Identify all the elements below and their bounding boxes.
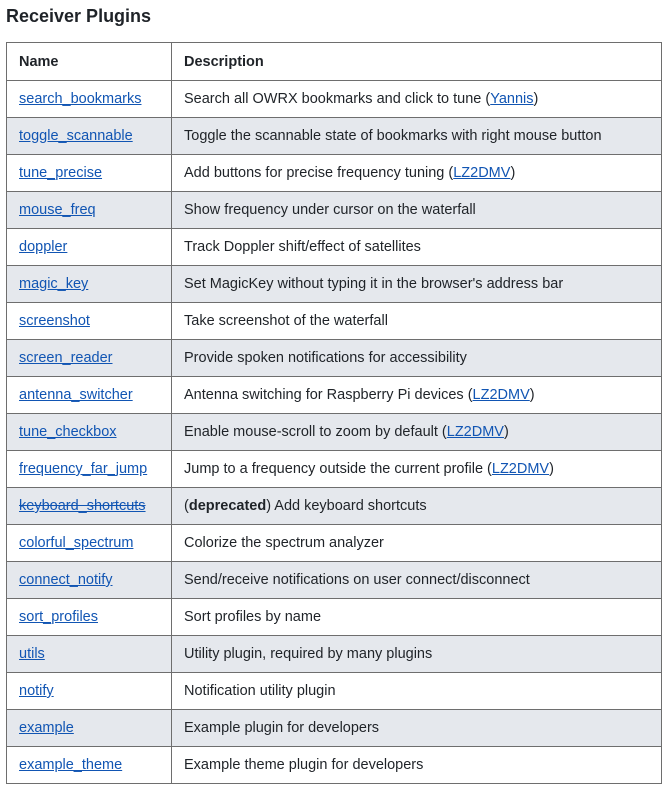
table-row bbox=[7, 747, 662, 784]
table-row bbox=[7, 414, 662, 451]
plugin-name-cell bbox=[7, 414, 172, 451]
table-row bbox=[7, 488, 662, 525]
description-text: ) Add keyboard shortcuts bbox=[266, 498, 427, 514]
description-suffix: ) bbox=[529, 387, 535, 403]
plugin-name-cell bbox=[7, 340, 172, 377]
description-text: Enable mouse-scroll to zoom by default ( bbox=[184, 424, 447, 440]
description-text: Utility plugin, required by many plugins bbox=[184, 646, 433, 662]
plugin-name-cell bbox=[7, 488, 172, 525]
plugin-description-cell bbox=[172, 562, 662, 599]
plugin-description-cell bbox=[172, 340, 662, 377]
section-heading: Receiver Plugins bbox=[6, 6, 152, 26]
header-row bbox=[7, 43, 662, 81]
plugin-name-cell bbox=[7, 673, 172, 710]
plugin-link[interactable]: example_theme bbox=[19, 757, 123, 773]
plugin-description-cell bbox=[172, 414, 662, 451]
table-row bbox=[7, 710, 662, 747]
description-text: Example plugin for developers bbox=[184, 720, 380, 736]
plugin-link[interactable]: doppler bbox=[19, 239, 68, 255]
plugin-name-cell bbox=[7, 599, 172, 636]
table-row bbox=[7, 118, 662, 155]
table-row bbox=[7, 229, 662, 266]
plugin-description-cell bbox=[172, 192, 662, 229]
plugin-description-cell bbox=[172, 636, 662, 673]
description-text: Search all OWRX bookmarks and click to tune ( bbox=[184, 91, 491, 107]
plugin-link[interactable]: search_bookmarks bbox=[19, 91, 142, 107]
plugin-link[interactable]: screenshot bbox=[19, 313, 90, 329]
plugin-description-cell bbox=[172, 266, 662, 303]
description-text: Send/receive notifications on user connect/disconnect bbox=[184, 572, 530, 588]
table-row bbox=[7, 673, 662, 710]
plugin-name-cell bbox=[7, 118, 172, 155]
plugin-description-cell bbox=[172, 488, 662, 525]
plugin-link[interactable]: toggle_scannable bbox=[19, 128, 133, 144]
plugin-link[interactable]: mouse_freq bbox=[19, 202, 96, 218]
plugin-description-cell bbox=[172, 599, 662, 636]
plugin-link[interactable]: tune_precise bbox=[19, 165, 103, 181]
table-row bbox=[7, 340, 662, 377]
plugin-description-cell bbox=[172, 155, 662, 192]
plugin-link[interactable]: magic_key bbox=[19, 276, 89, 292]
table-row bbox=[7, 562, 662, 599]
table-row bbox=[7, 81, 662, 118]
description-text: Sort profiles by name bbox=[184, 609, 322, 625]
table-row bbox=[7, 303, 662, 340]
description-suffix: ) bbox=[533, 91, 539, 107]
description-text: Example theme plugin for developers bbox=[184, 757, 424, 773]
author-link[interactable]: Yannis bbox=[490, 91, 534, 107]
plugin-name-cell bbox=[7, 451, 172, 488]
plugin-name-cell bbox=[7, 747, 172, 784]
plugin-link[interactable]: tune_checkbox bbox=[19, 424, 117, 440]
plugin-description-cell bbox=[172, 451, 662, 488]
table-header bbox=[7, 43, 662, 81]
table-row bbox=[7, 266, 662, 303]
author-link[interactable]: LZ2DMV bbox=[446, 424, 504, 440]
plugin-link[interactable]: sort_profiles bbox=[19, 609, 98, 625]
description-text: Show frequency under cursor on the waterfall bbox=[184, 202, 476, 218]
table-row bbox=[7, 155, 662, 192]
plugins-table bbox=[6, 42, 662, 784]
plugin-name-cell bbox=[7, 81, 172, 118]
plugin-description-cell bbox=[172, 710, 662, 747]
plugin-name-cell bbox=[7, 192, 172, 229]
plugin-link[interactable]: colorful_spectrum bbox=[19, 535, 134, 551]
plugin-name-cell bbox=[7, 229, 172, 266]
plugin-name-cell bbox=[7, 636, 172, 673]
description-text: Set MagicKey without typing it in the browser's address bar bbox=[184, 276, 564, 292]
description-text: Jump to a frequency outside the current profile ( bbox=[184, 461, 492, 477]
description-text: Colorize the spectrum analyzer bbox=[184, 535, 384, 551]
plugin-link[interactable]: screen_reader bbox=[19, 350, 113, 366]
author-link[interactable]: LZ2DMV bbox=[472, 387, 530, 403]
plugin-name-cell bbox=[7, 266, 172, 303]
description-text: Notification utility plugin bbox=[184, 683, 336, 699]
plugin-name-cell bbox=[7, 303, 172, 340]
plugin-link[interactable]: antenna_switcher bbox=[19, 387, 133, 403]
table-row bbox=[7, 377, 662, 414]
plugin-description-cell bbox=[172, 303, 662, 340]
table-body bbox=[7, 81, 662, 784]
plugin-description-cell bbox=[172, 377, 662, 414]
description-text: Antenna switching for Raspberry Pi devices ( bbox=[184, 387, 473, 403]
plugin-link[interactable]: frequency_far_jump bbox=[19, 461, 148, 477]
table-row bbox=[7, 636, 662, 673]
author-link[interactable]: LZ2DMV bbox=[453, 165, 511, 181]
description-suffix: ) bbox=[510, 165, 516, 181]
plugin-name-cell bbox=[7, 562, 172, 599]
table-row bbox=[7, 451, 662, 488]
plugin-name-cell bbox=[7, 525, 172, 562]
description-suffix: ) bbox=[549, 461, 554, 477]
description-text: Add buttons for precise frequency tuning ( bbox=[184, 165, 454, 181]
table-row bbox=[7, 192, 662, 229]
plugin-description-cell bbox=[172, 229, 662, 266]
plugin-link[interactable]: notify bbox=[19, 683, 54, 699]
description-text: Track Doppler shift/effect of satellites bbox=[184, 239, 421, 255]
plugin-name-cell bbox=[7, 710, 172, 747]
description-text: Toggle the scannable state of bookmarks with right mouse button bbox=[184, 128, 602, 144]
column-header-description: Description bbox=[172, 43, 662, 81]
description-text: Provide spoken notifications for accessibility bbox=[184, 350, 467, 366]
description-text: Take screenshot of the waterfall bbox=[184, 313, 388, 329]
plugin-name-cell bbox=[7, 377, 172, 414]
table-row bbox=[7, 599, 662, 636]
plugin-description-cell bbox=[172, 81, 662, 118]
author-link[interactable]: LZ2DMV bbox=[491, 461, 550, 477]
plugin-description-cell bbox=[172, 525, 662, 562]
plugin-description-cell bbox=[172, 747, 662, 784]
plugin-link[interactable]: keyboard_shortcuts bbox=[19, 498, 146, 514]
table-row bbox=[7, 525, 662, 562]
description-suffix: ) bbox=[503, 424, 509, 440]
column-header-name: Name bbox=[7, 43, 172, 81]
description-prefix: ( bbox=[184, 498, 189, 514]
plugin-link[interactable]: example bbox=[19, 720, 74, 736]
plugin-description-cell bbox=[172, 118, 662, 155]
plugin-link[interactable]: connect_notify bbox=[19, 572, 113, 588]
deprecated-label: deprecated bbox=[188, 498, 267, 514]
plugin-description-cell bbox=[172, 673, 662, 710]
plugin-name-cell bbox=[7, 155, 172, 192]
plugin-link[interactable]: utils bbox=[19, 646, 45, 662]
